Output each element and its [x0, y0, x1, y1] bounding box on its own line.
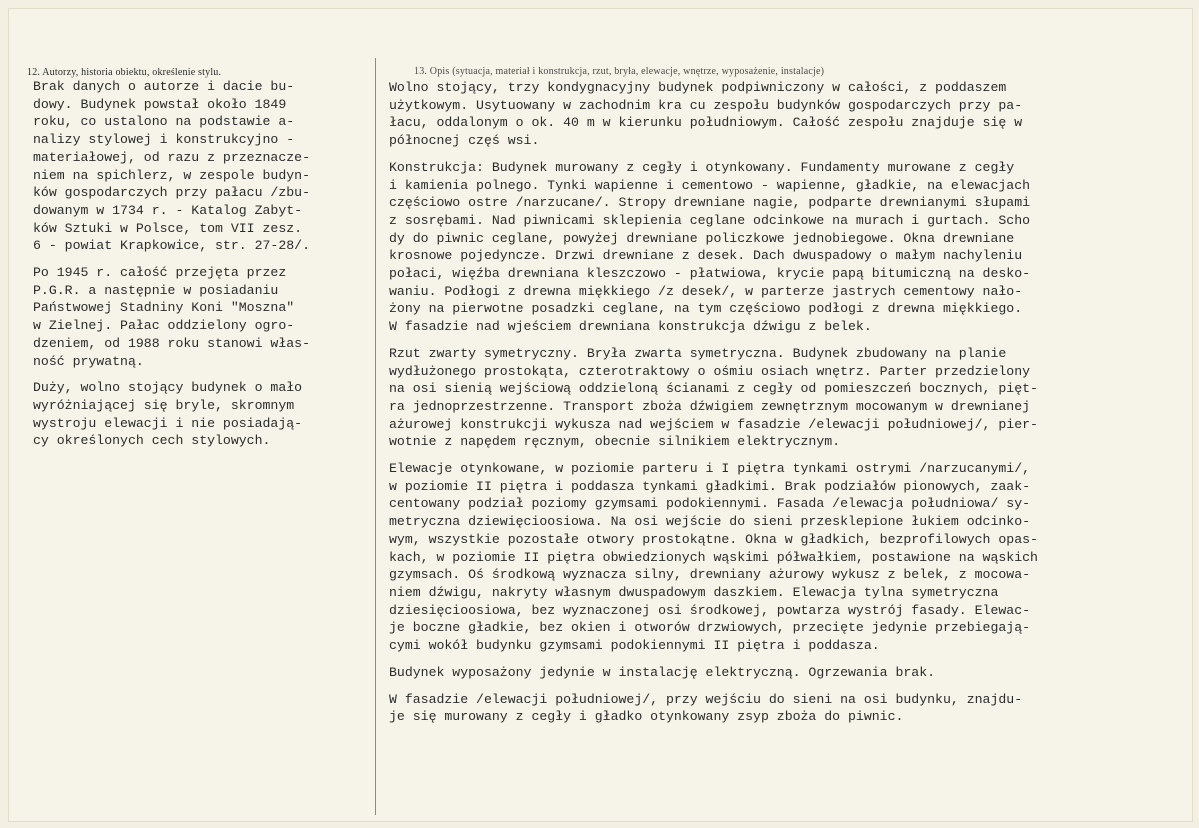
text-line: metryczna dziewięcioosiowa. Na osi wejście do sieni przesklepione łukiem odcinko-: [389, 514, 1031, 530]
paragraph-gap: [33, 370, 373, 379]
right-paragraph: [389, 345, 1189, 451]
text-line: łacu, oddalonym o ok. 40 m w kierunku południowym. Całość zespołu znajduje się w: [389, 115, 1023, 131]
text-line: je boczne gładkie, bez okien i otworów drzwiowych, przecięte jedynie przebiegają-: [389, 620, 1031, 636]
text-line: w Zielnej. Pałac oddzielony ogro-: [33, 318, 295, 334]
paragraph-gap: [389, 336, 1189, 345]
right-column-header: 13. Opis (sytuacja, materiał i konstrukcja, rzut, bryła, elewacje, wnętrze, wyposażenie, instalacje): [414, 66, 825, 77]
left-paragraph: [33, 78, 373, 255]
text-line: połaci, więźba drewniana kleszczowo - płatwiowa, krycie papą bitumiczną na desko-: [389, 266, 1031, 282]
left-column-header: 12. Autorzy, historia obiektu, określenie stylu.: [27, 67, 222, 78]
text-line: Po 1945 r. całość przejęta przez: [33, 265, 287, 281]
text-line: dowy. Budynek powstał około 1849: [33, 96, 287, 112]
text-line: Rzut zwarty symetryczny. Bryła zwarta symetryczna. Budynek zbudowany na planie: [389, 345, 1007, 361]
left-column: [33, 78, 373, 450]
text-line: niem na spichlerz, w zespole budyn-: [33, 167, 310, 183]
text-line: krosnowe pojedyncze. Drzwi drewniane z desek. Dach dwuspadowy o małym nachyleniu: [389, 248, 1023, 264]
text-line: dowanym w 1734 r. - Katalog Zabyt-: [33, 202, 303, 218]
text-line: Konstrukcja: Budynek murowany z cegły i otynkowany. Fundamenty murowane z cegły: [389, 159, 1015, 175]
text-line: północnej częś wsi.: [389, 133, 540, 149]
paragraph-gap: [33, 255, 373, 264]
text-line: ków Sztuki w Polsce, tom VII zesz.: [33, 220, 303, 236]
text-line: wym, wszystkie pozostałe otwory prostokątne. Okna w gładkich, bezprofilowych opas-: [389, 531, 1038, 547]
text-line: Wolno stojący, trzy kondygnacyjny budynek podpiwniczony w całości, z poddaszem: [389, 80, 1007, 95]
text-line: Elewacje otynkowane, w poziomie parteru i I piętra tynkami ostrymi /narzucanymi/,: [389, 461, 1031, 477]
text-line: dziesięcioosiowa, bez wyznaczonej osi środkowej, powtarza wystrój fasady. Elewac-: [389, 602, 1031, 618]
text-line: W fasadzie nad wjeściem drewniana konstrukcja dźwigu z belek.: [389, 319, 872, 335]
text-line: ażurowej konstrukcji wykusza nad wejściem w fasadzie /elewacji południowej/, pier-: [389, 416, 1038, 432]
text-line: częściowo ostre /narzucane/. Stropy drewniane nagie, podparte drewnianymi słupami: [389, 195, 1031, 211]
left-paragraph: [33, 264, 373, 370]
text-line: kach, w poziomie II piętra obwiedzionych wąskimi półwałkiem, postawione na wąskich: [389, 549, 1038, 565]
right-paragraph: [389, 159, 1189, 336]
paragraph-gap: [389, 655, 1189, 664]
right-column: [389, 79, 1189, 726]
text-line: nalizy stylowej i konstrukcyjno -: [33, 132, 295, 148]
text-line: waniu. Podłogi z drewna miękkiego /z desek/, w parterze jastrych cementowy nało-: [389, 283, 1023, 299]
text-line: ków gospodarczych przy pałacu /zbu-: [33, 185, 310, 201]
text-line: wotnie z napędem ręcznym, obecnie silnikiem elektrycznym.: [389, 434, 841, 450]
text-line: Państwowej Stadniny Koni "Moszna": [33, 300, 295, 316]
text-line: niem dźwigu, nakryty własnym dwuspadowym daszkiem. Elewacja tylna symetryczna: [389, 584, 999, 600]
left-paragraph: [33, 379, 373, 450]
text-line: wystroju elewacji i nie posiadają-: [33, 415, 303, 431]
column-divider: [375, 58, 376, 815]
right-paragraph: [389, 664, 1189, 682]
paragraph-gap: [389, 682, 1189, 691]
text-line: Duży, wolno stojący budynek o mało: [33, 380, 303, 396]
text-line: cy określonych cech stylowych.: [33, 433, 271, 449]
text-line: gzymsach. Oś środkową wyznacza silny, drewniany ażurowy wykusz z belek, z mocowa-: [389, 567, 1031, 583]
text-line: dzeniem, od 1988 roku stanowi włas-: [33, 335, 310, 351]
paragraph-gap: [389, 150, 1189, 159]
text-line: z sosrębami. Nad piwnicami sklepienia ceglane odcinkowe na murach i gurtach. Scho: [389, 212, 1031, 228]
text-line: użytkowym. Usytuowany w zachodnim kra cu zespołu budynków gospodarczych przy pa-: [389, 97, 1023, 113]
text-line: wyróżniającej się bryle, skromnym: [33, 397, 295, 413]
text-line: materiałowej, od razu z przeznacze-: [33, 149, 310, 165]
text-line: wydłużonego prostokąta, czterotraktowy o ośmiu osiach wnętrz. Parter przedzielony: [389, 363, 1031, 379]
text-line: P.G.R. a następnie w posiadaniu: [33, 282, 279, 298]
text-line: cymi wokół budynku gzymsami podokiennymi II piętra i poddasza.: [389, 638, 880, 654]
text-line: W fasadzie /elewacji południowej/, przy wejściu do sieni na osi budynku, znajdu-: [389, 691, 1023, 707]
right-paragraph: [389, 460, 1189, 655]
text-line: je się murowany z cegły i gładko otynkowany zsyp zboża do piwnic.: [389, 709, 904, 725]
text-line: ra jednoprzestrzenne. Transport zboża dźwigiem zewnętrznym mocowanym w drewnianej: [389, 398, 1031, 414]
text-line: roku, co ustalono na podstawie a-: [33, 114, 295, 130]
text-line: dy do piwnic ceglane, powyżej drewniane policzkowe jednobiegowe. Okna drewniane: [389, 230, 1015, 246]
text-line: ność prywatną.: [33, 353, 144, 369]
text-line: Brak danych o autorze i dacie bu-: [33, 79, 295, 94]
right-paragraph: [389, 691, 1189, 726]
text-line: centowany podział poziomy gzymsami podokiennymi. Fasada /elewacja południowa/ sy-: [389, 496, 1031, 512]
text-line: w poziomie II piętra i poddasza tynkami gładkimi. Brak podziałów pionowych, zaak-: [389, 478, 1031, 494]
text-line: i kamienia polnego. Tynki wapienne i cementowo - wapienne, gładkie, na elewacjach: [389, 177, 1031, 193]
text-line: 6 - powiat Krapkowice, str. 27-28/.: [33, 238, 310, 254]
text-line: żony na pierwotne posadzki ceglane, na tym częściowo podłogi z drewna miękkiego.: [389, 301, 1023, 317]
text-line: na osi sienią wejściową oddzieloną ścianami z cegły od pomieszczeń bocznych, pięt-: [389, 381, 1038, 397]
paragraph-gap: [389, 451, 1189, 460]
right-paragraph: [389, 79, 1189, 150]
text-line: Budynek wyposażony jedynie w instalację elektryczną. Ogrzewania brak.: [389, 664, 936, 680]
